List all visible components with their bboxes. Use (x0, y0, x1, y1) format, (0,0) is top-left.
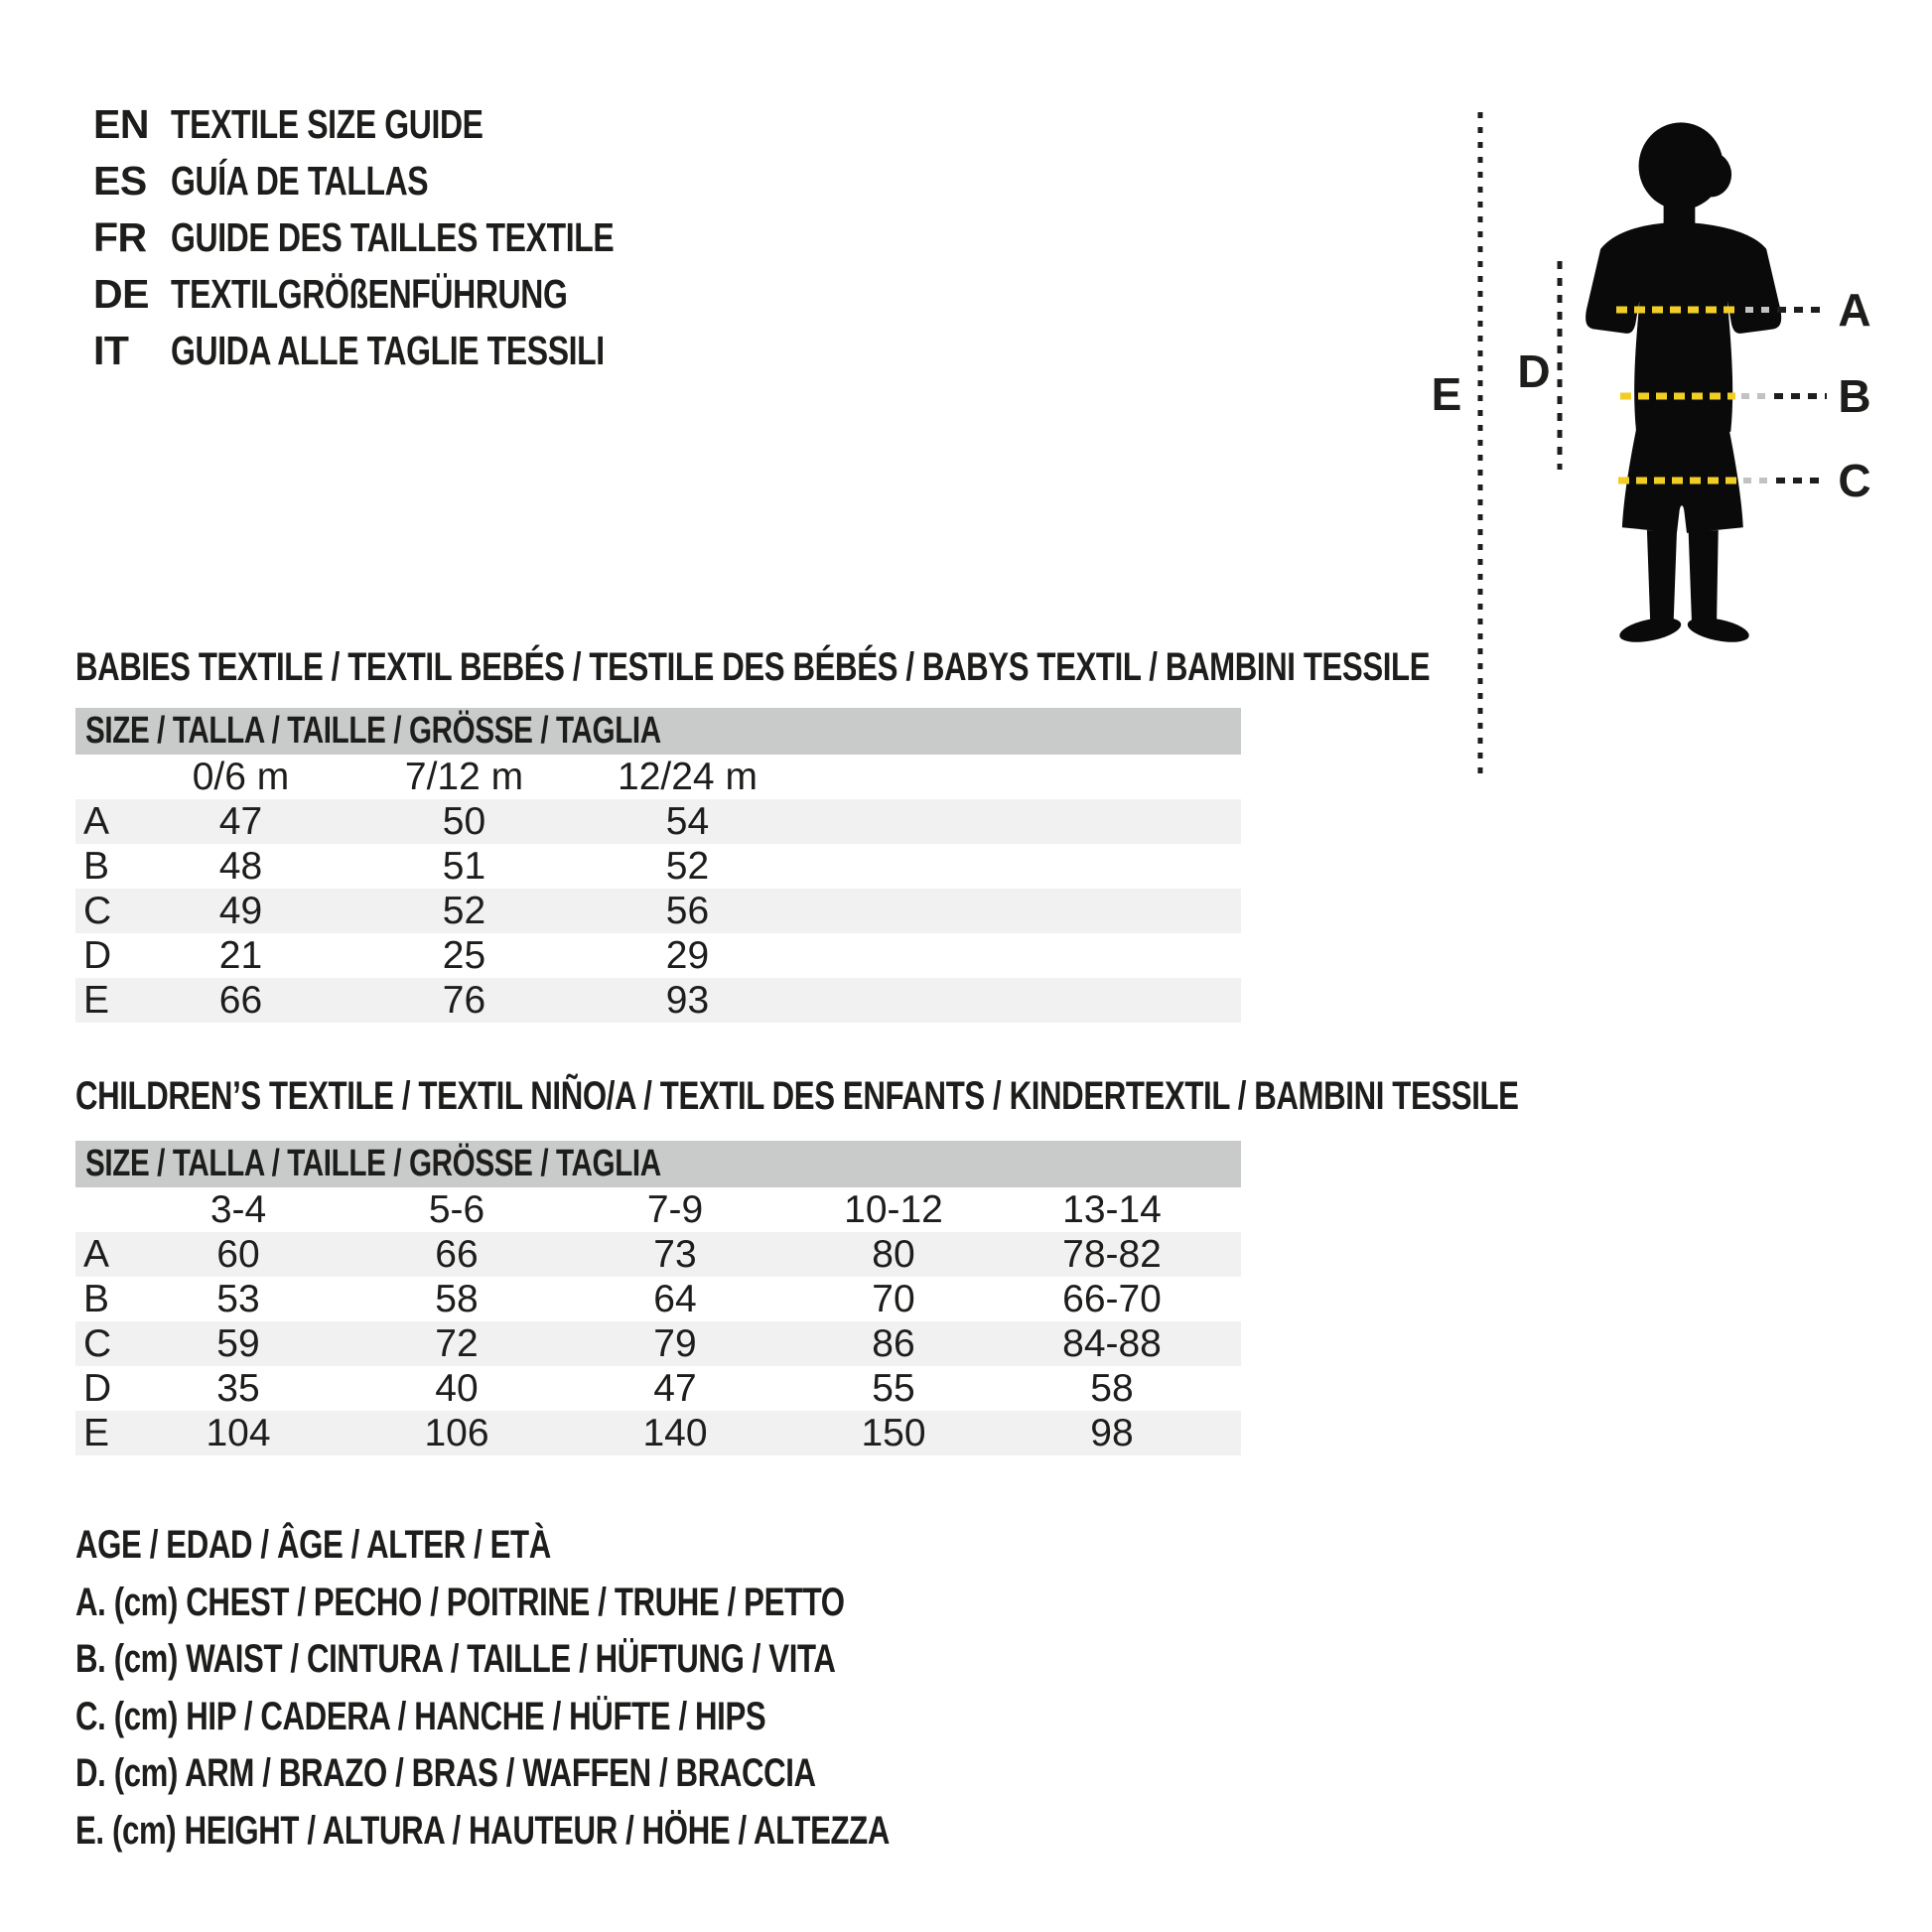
language-code: ES (93, 158, 147, 204)
table-cell: 79 (653, 1321, 697, 1365)
language-code: EN (93, 101, 149, 147)
language-title-text: GUÍA DE TALLAS (171, 158, 429, 204)
figure-label-hip-C: C (1838, 455, 1871, 506)
column-header: 13-14 (1062, 1187, 1162, 1231)
measurement-legend (75, 1517, 1119, 1860)
column-header: 3-4 (209, 1187, 267, 1231)
legend-line-text: D. (cm) ARM / BRAZO / BRAS / WAFFEN / BRACCIA (75, 1751, 816, 1796)
table-row (75, 1232, 1241, 1277)
figure-label-chest-A: A (1838, 284, 1871, 336)
table-row (75, 844, 1241, 889)
table-cell: 40 (435, 1366, 479, 1410)
language-code: DE (93, 271, 149, 317)
language-code: IT (93, 328, 129, 373)
table-cell: 66 (218, 978, 263, 1022)
legend-line (75, 1803, 1119, 1861)
figure-label-height-E: E (1431, 368, 1462, 420)
table-header-row (75, 755, 1241, 799)
silhouette-shirt (1586, 222, 1781, 432)
table-cell: 76 (442, 978, 486, 1022)
table-cell: 48 (218, 844, 263, 888)
table-cell: 59 (216, 1321, 260, 1365)
table-cell: 50 (442, 799, 486, 843)
table-cell: 35 (216, 1366, 260, 1410)
table-row (75, 1321, 1241, 1366)
legend-line-text: AGE / EDAD / ÂGE / ALTER / ETÀ (75, 1523, 551, 1568)
babies-size-header-bar (75, 708, 1241, 755)
legend-line-text: A. (cm) CHEST / PECHO / POITRINE / TRUHE / PETTO (75, 1580, 845, 1624)
table-row (75, 933, 1241, 978)
table-cell: 54 (665, 799, 710, 843)
language-code: FR (93, 214, 147, 260)
table-cell: 70 (872, 1277, 915, 1320)
table-cell: 98 (1090, 1411, 1134, 1454)
language-title-text: GUIDA ALLE TAGLIE TESSILI (171, 328, 605, 373)
silhouette-right-leg (1689, 530, 1719, 624)
column-header: 12/24 m (618, 755, 758, 798)
language-title-text: TEXTILGRÖßENFÜHRUNG (171, 271, 568, 317)
child-silhouette (1586, 122, 1781, 646)
table-cell: 29 (665, 933, 710, 977)
table-cell: 53 (216, 1277, 260, 1320)
table-row (75, 1411, 1241, 1455)
children-size-header-bar (75, 1141, 1241, 1187)
row-label: A (83, 799, 110, 843)
table-cell: 60 (216, 1232, 260, 1276)
legend-line (75, 1517, 1119, 1575)
column-header: 7/12 m (404, 755, 524, 798)
row-label: D (83, 933, 112, 977)
language-row (93, 266, 739, 323)
children-size-header-text: SIZE / TALLA / TAILLE / GRÖSSE / TAGLIA (85, 1143, 661, 1184)
table-cell: 64 (653, 1277, 697, 1320)
row-label: C (83, 1321, 112, 1365)
silhouette-hair (1690, 152, 1731, 197)
table-cell: 66 (435, 1232, 479, 1276)
table-row (75, 1366, 1241, 1411)
legend-line (75, 1689, 1119, 1746)
language-title (171, 214, 739, 261)
table-cell: 52 (665, 844, 710, 888)
table-cell: 66-70 (1062, 1277, 1162, 1320)
table-cell: 106 (424, 1411, 489, 1454)
row-label: A (83, 1232, 110, 1276)
legend-line (75, 1745, 1119, 1803)
table-cell: 80 (872, 1232, 915, 1276)
table-cell: 56 (665, 889, 710, 932)
row-label: C (83, 889, 112, 932)
silhouette-left-leg (1647, 530, 1677, 624)
children-size-table (75, 1187, 1241, 1455)
row-label: E (83, 1411, 110, 1454)
figure-label-waist-B: B (1838, 370, 1871, 422)
figure-label-arm-D: D (1517, 345, 1551, 397)
legend-line-text: C. (cm) HIP / CADERA / HANCHE / HÜFTE / HIPS (75, 1694, 766, 1738)
table-cell: 58 (1090, 1366, 1134, 1410)
table-cell: 84-88 (1062, 1321, 1162, 1365)
language-title-text: GUIDE DES TAILLES TEXTILE (171, 214, 615, 260)
language-row (93, 209, 739, 266)
table-row (75, 978, 1241, 1023)
table-cell: 72 (435, 1321, 479, 1365)
language-title (171, 101, 571, 148)
table-cell: 52 (442, 889, 486, 932)
babies-section-title-text: BABIES TEXTILE / TEXTIL BEBÉS / TESTILE DES BÉBÉS / BABYS TEXTIL / BAMBINI TESSILE (75, 645, 1431, 689)
table-cell: 49 (218, 889, 263, 932)
language-title (171, 271, 679, 318)
table-cell: 21 (218, 933, 263, 977)
legend-line (75, 1631, 1119, 1689)
row-label: E (83, 978, 110, 1022)
table-cell: 78-82 (1062, 1232, 1162, 1276)
row-label: B (83, 1277, 110, 1320)
table-cell: 55 (872, 1366, 915, 1410)
legend-line (75, 1575, 1119, 1632)
children-section-title-text: CHILDREN’S TEXTILE / TEXTIL NIÑO/A / TEXTIL DES ENFANTS / KINDERTEXTIL / BAMBINI TESSILE (75, 1074, 1519, 1118)
language-row (93, 153, 739, 209)
babies-size-table (75, 755, 1241, 1023)
table-row (75, 889, 1241, 933)
language-title-text: TEXTILE SIZE GUIDE (171, 101, 483, 147)
row-label: B (83, 844, 110, 888)
table-row (75, 799, 1241, 844)
table-cell: 47 (653, 1366, 697, 1410)
language-row (93, 96, 739, 153)
babies-size-header-text: SIZE / TALLA / TAILLE / GRÖSSE / TAGLIA (85, 710, 661, 752)
language-title (171, 158, 500, 205)
column-header: 5-6 (428, 1187, 485, 1231)
language-title (171, 328, 727, 374)
column-header: 0/6 m (192, 755, 290, 798)
table-cell: 93 (665, 978, 710, 1022)
child-measurement-figure (1390, 79, 1932, 814)
table-cell: 140 (642, 1411, 708, 1454)
language-title-list (93, 96, 739, 379)
legend-line-text: B. (cm) WAIST / CINTURA / TAILLE / HÜFTUNG / VITA (75, 1637, 836, 1682)
language-row (93, 323, 739, 379)
table-cell: 47 (218, 799, 263, 843)
babies-section-title (75, 645, 1812, 689)
table-cell: 73 (653, 1232, 697, 1276)
table-header-row (75, 1187, 1241, 1232)
table-row (75, 1277, 1241, 1321)
column-header: 7-9 (646, 1187, 704, 1231)
row-label: D (83, 1366, 112, 1410)
table-cell: 150 (861, 1411, 926, 1454)
table-cell: 104 (206, 1411, 271, 1454)
table-cell: 86 (872, 1321, 915, 1365)
table-cell: 25 (442, 933, 486, 977)
table-cell: 58 (435, 1277, 479, 1320)
children-section-title (75, 1074, 1926, 1118)
table-cell: 51 (442, 844, 486, 888)
column-header: 10-12 (844, 1187, 943, 1231)
legend-line-text: E. (cm) HEIGHT / ALTURA / HAUTEUR / HÖHE / ALTEZZA (75, 1808, 890, 1853)
